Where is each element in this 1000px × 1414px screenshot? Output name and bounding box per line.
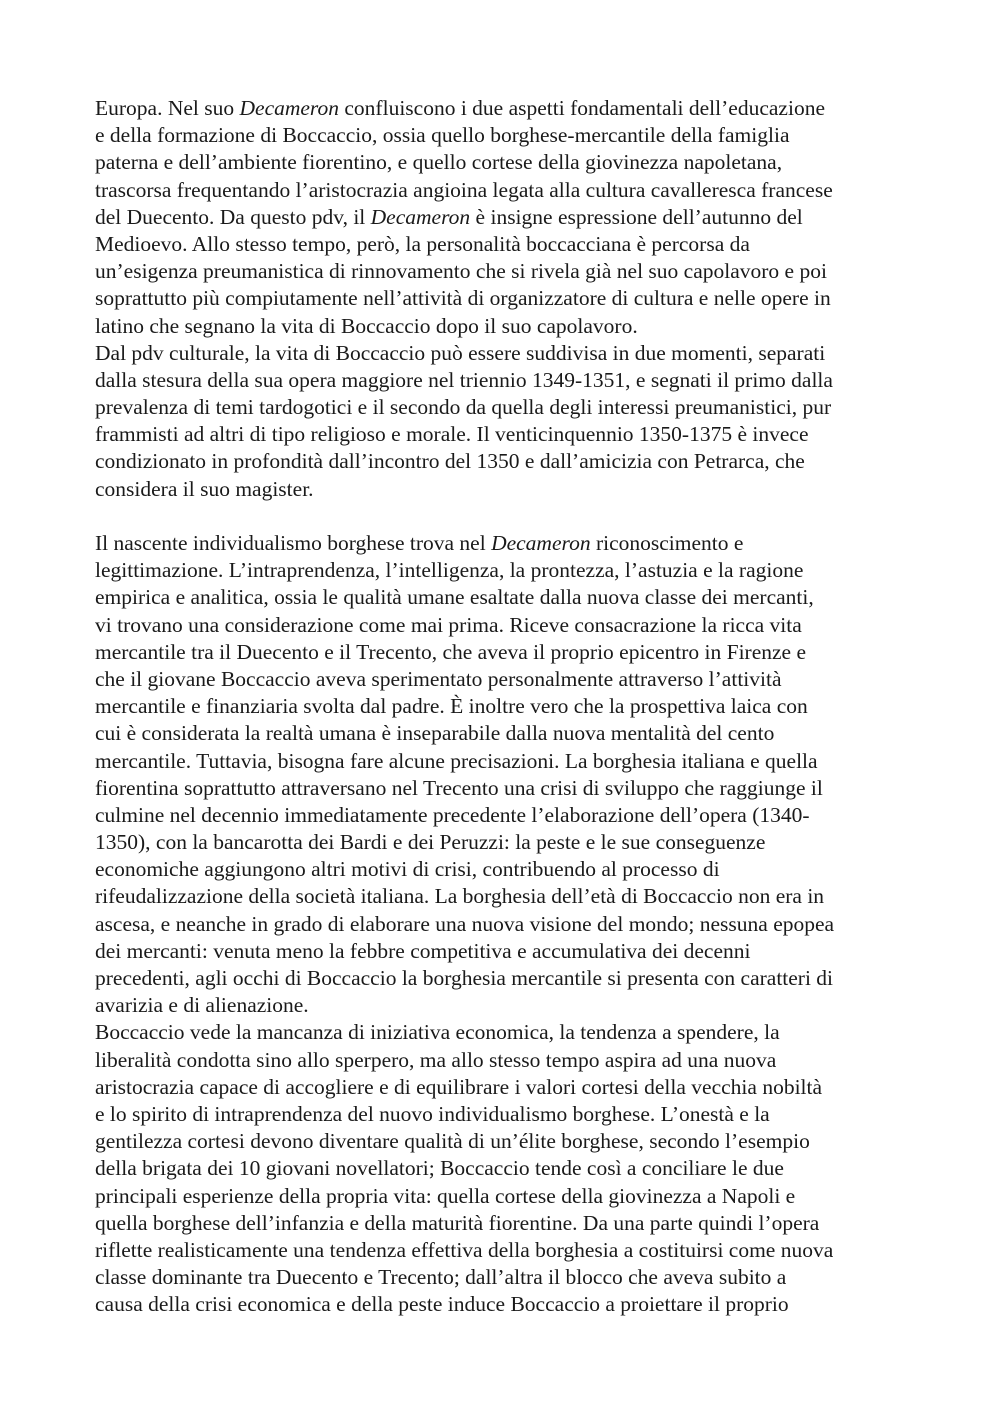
text-segment: ascesa, e neanche in grado di elaborare una nuova visione del mondo; nessuna epopea: [95, 911, 835, 936]
text-segment: vi trovano una considerazione come mai prima. Riceve consacrazione la ricca vita: [95, 612, 802, 637]
italic-title: Decameron: [239, 96, 340, 120]
text-line: [95, 149, 925, 176]
text-segment: è insigne espressione dell’autunno del: [470, 204, 803, 229]
text-line: [95, 1019, 925, 1046]
text-segment: soprattutto più compiutamente nell’attività di organizzatore di cultura e nelle opere in: [95, 286, 831, 311]
text-segment: culmine nel decennio immediatamente precedente l’elaborazione dell’opera (1340-: [95, 802, 810, 827]
text-line: [95, 720, 925, 747]
text-segment: riflette realisticamente una tendenza effettiva della borghesia a costituirsi come nuova: [95, 1237, 834, 1262]
text-line: [95, 1237, 925, 1264]
text-line: [95, 1047, 925, 1074]
text-line: [95, 1155, 925, 1182]
text-line: [95, 612, 925, 639]
text-segment: e della formazione di Boccaccio, ossia quello borghese-mercantile della famiglia: [95, 123, 790, 148]
text-segment: avarizia e di alienazione.: [95, 993, 309, 1018]
text-segment: economiche aggiungono altri motivi di crisi, contribuendo al processo di: [95, 857, 720, 882]
text-line: [95, 530, 925, 557]
text-line: [95, 938, 925, 965]
text-line: [95, 394, 925, 421]
text-segment: Il nascente individualismo borghese trova nel: [95, 531, 492, 555]
text-line: [95, 1101, 925, 1128]
text-segment: gentilezza cortesi devono diventare qualità di un’élite borghese, secondo l’esempio: [95, 1129, 810, 1154]
text-line: [95, 748, 925, 775]
text-segment: che il giovane Boccaccio aveva sperimentato personalmente attraverso l’attività: [95, 666, 782, 691]
text-segment: latino che segnano la vita di Boccaccio dopo il suo capolavoro.: [95, 313, 638, 338]
text-segment: condizionato in profondità dall’incontro del 1350 e dall’amicizia con Petrarca, che: [95, 449, 805, 474]
text-segment: e lo spirito di intraprendenza del nuovo individualismo borghese. L’onestà e la: [95, 1101, 770, 1126]
text-line: [95, 231, 925, 258]
text-line: [95, 584, 925, 611]
text-segment: 1350), con la bancarotta dei Bardi e dei Peruzzi: la peste e le sue conseguenze: [95, 830, 766, 855]
text-line: [95, 177, 925, 204]
text-line: [95, 693, 925, 720]
text-segment: mercantile e finanziaria svolta dal padre. È inoltre vero che la prospettiva laica con: [95, 694, 808, 719]
document-page: [95, 95, 925, 1318]
text-segment: considera il suo magister.: [95, 476, 314, 501]
text-line: [95, 421, 925, 448]
text-segment: fiorentina soprattutto attraversano nel Trecento una crisi di sviluppo che raggiunge il: [95, 775, 823, 800]
text-line: [95, 911, 925, 938]
text-line: [95, 95, 925, 122]
text-line: [95, 557, 925, 584]
text-line: [95, 1128, 925, 1155]
text-line: [95, 883, 925, 910]
text-line: [95, 258, 925, 285]
text-segment: trascorsa frequentando l’aristocrazia angioina legata alla cultura cavalleresca francese: [95, 177, 833, 202]
text-line: [95, 965, 925, 992]
text-segment: frammisti ad altri di tipo religioso e morale. Il venticinquennio 1350-1375 è invece: [95, 422, 809, 447]
text-segment: liberalità condotta sino allo sperpero, ma allo stesso tempo aspira ad una nuova: [95, 1047, 777, 1072]
text-segment: dalla stesura della sua opera maggiore nel triennio 1349-1351, e segnati il primo dalla: [95, 367, 833, 392]
text-segment: paterna e dell’ambiente fiorentino, e quello cortese della giovinezza napoletana,: [95, 150, 783, 175]
text-segment: Medioevo. Allo stesso tempo, però, la personalità boccacciana è percorsa da: [95, 231, 750, 256]
text-line: [95, 639, 925, 666]
text-segment: causa della crisi economica e della peste induce Boccaccio a proiettare il proprio: [95, 1292, 789, 1317]
text-segment: mercantile tra il Duecento e il Trecento, che aveva il proprio epicentro in Firenze e: [95, 639, 807, 664]
text-segment: prevalenza di temi tardogotici e il secondo da quella degli interessi preumanistici, pur: [95, 395, 832, 420]
paragraph: [95, 1019, 925, 1318]
text-line: [95, 1264, 925, 1291]
text-segment: dei mercanti: venuta meno la febbre competitiva e accumulativa dei decenni: [95, 938, 751, 963]
text-line: [95, 775, 925, 802]
text-segment: legittimazione. L’intraprendenza, l’intelligenza, la prontezza, l’astuzia e la ragione: [95, 558, 804, 583]
text-line: [95, 122, 925, 149]
text-segment: riconoscimento e: [590, 531, 744, 555]
text-line: [95, 992, 925, 1019]
text-line: [95, 802, 925, 829]
text-line: [95, 476, 925, 503]
text-segment: del Duecento. Da questo pdv, il: [95, 204, 371, 229]
text-segment: precedenti, agli occhi di Boccaccio la borghesia mercantile si presenta con caratteri di: [95, 966, 834, 990]
text-line: [95, 666, 925, 693]
text-segment: confluiscono i due aspetti fondamentali dell’educazione: [339, 96, 825, 120]
text-line: [95, 1074, 925, 1101]
text-segment: un’esigenza preumanistica di rinnovamento che si rivela già nel suo capolavoro e poi: [95, 259, 827, 284]
paragraph: [95, 530, 925, 1019]
paragraph-spacer: [95, 503, 925, 530]
text-segment: classe dominante tra Duecento e Trecento; dall’altra il blocco che aveva subito a: [95, 1265, 787, 1290]
text-segment: rifeudalizzazione della società italiana. La borghesia dell’età di Boccaccio non era in: [95, 884, 825, 909]
text-line: [95, 1183, 925, 1210]
text-line: [95, 367, 925, 394]
text-line: [95, 340, 925, 367]
text-segment: aristocrazia capace di accogliere e di equilibrare i valori cortesi della vecchia nobiltà: [95, 1074, 823, 1099]
text-segment: quella borghese dell’infanzia e della maturità fiorentine. Da una parte quindi l’opera: [95, 1210, 820, 1235]
paragraph: [95, 340, 925, 503]
text-segment: della brigata dei 10 giovani novellatori; Boccaccio tende così a conciliare le due: [95, 1156, 784, 1181]
text-segment: principali esperienze della propria vita: quella cortese della giovinezza a Napoli e: [95, 1183, 796, 1208]
text-segment: mercantile. Tuttavia, bisogna fare alcune precisazioni. La borghesia italiana e quella: [95, 748, 818, 773]
text-segment: empirica e analitica, ossia le qualità umane esaltate dalla nuova classe dei mercanti,: [95, 585, 814, 610]
italic-title: Decameron: [370, 204, 471, 229]
paragraph: [95, 95, 925, 340]
text-line: [95, 448, 925, 475]
italic-title: Decameron: [491, 531, 591, 555]
text-segment: Boccaccio vede la mancanza di iniziativa economica, la tendenza a spendere, la: [95, 1020, 780, 1045]
text-line: [95, 285, 925, 312]
text-line: [95, 1291, 925, 1318]
text-segment: cui è considerata la realtà umana è inseparabile dalla nuova mentalità del cento: [95, 721, 775, 746]
text-segment: Europa. Nel suo: [95, 96, 240, 120]
text-segment: Dal pdv culturale, la vita di Boccaccio può essere suddivisa in due momenti, separati: [95, 340, 826, 365]
text-line: [95, 313, 925, 340]
text-line: [95, 829, 925, 856]
text-line: [95, 856, 925, 883]
text-line: [95, 1210, 925, 1237]
text-line: [95, 204, 925, 231]
